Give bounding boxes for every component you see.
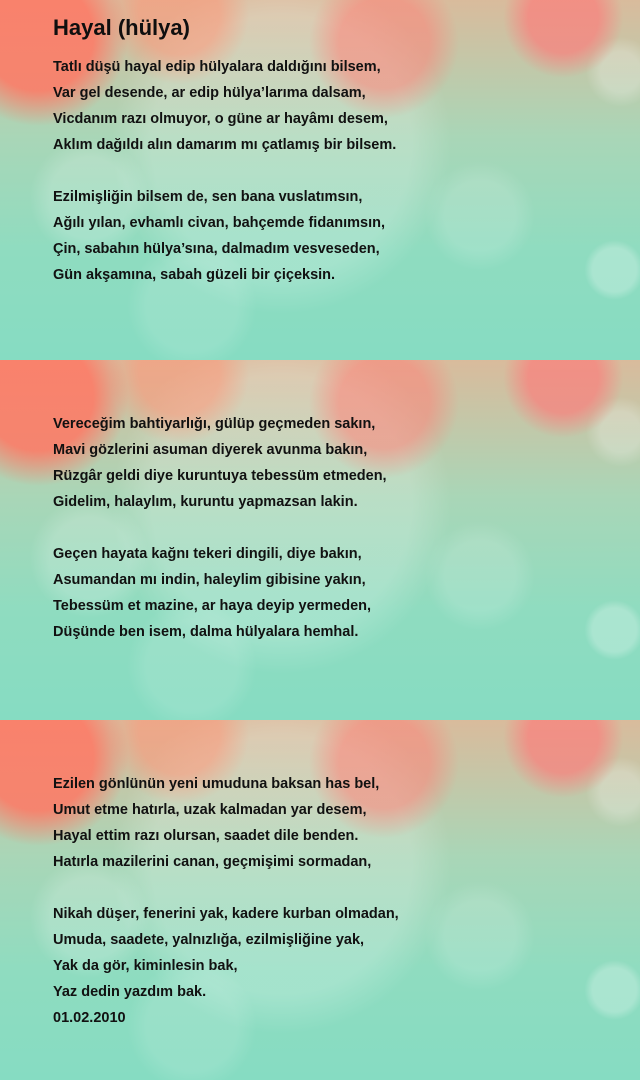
poem-line: 01.02.2010 [53, 1010, 126, 1026]
poem-line: Ağılı yılan, evhamlı civan, bahçemde fidanımsın, [53, 215, 385, 231]
poem-stanza [53, 901, 620, 1031]
poem-panel-3 [0, 720, 640, 1080]
poem-body [53, 771, 620, 1031]
poem-line: Tatlı düşü hayal edip hülyalara daldığını bilsem, [53, 59, 381, 75]
poem-line: Hatırla mazilerini canan, geçmişimi sormadan, [53, 854, 372, 870]
poem-panel-2 [0, 360, 640, 720]
poem-line: Nikah düşer, fenerini yak, kadere kurban olmadan, [53, 906, 399, 922]
poem-line: Geçen hayata kağnı tekeri dingili, diye bakın, [53, 546, 362, 562]
stanza-gap [53, 515, 620, 541]
poem-stanza [53, 541, 620, 645]
poem-line: Umut etme hatırla, uzak kalmadan yar desem, [53, 802, 367, 818]
poem-body [53, 411, 620, 645]
stanza-gap [53, 158, 620, 184]
poem-body [53, 54, 620, 288]
poem-line: Umuda, saadete, yalnızlığa, ezilmişliğine yak, [53, 932, 365, 948]
poem-line: Yak da gör, kiminlesin bak, [53, 958, 238, 974]
panel-content [53, 720, 620, 1031]
poem-line: Tebessüm et mazine, ar haya deyip yermeden, [53, 598, 372, 614]
poem-stanza [53, 771, 620, 875]
poem-line: Gün akşamına, sabah güzeli bir çiçeksin. [53, 267, 336, 283]
poem-line: Çin, sabahın hülya’sına, dalmadım vesveseden, [53, 241, 380, 257]
poem-line: Ezilmişliğin bilsem de, sen bana vuslatımsın, [53, 189, 363, 205]
poem-line: Düşünde ben isem, dalma hülyalara hemhal. [53, 624, 359, 640]
poem-line: Hayal ettim razı olursan, saadet dile benden. [53, 828, 359, 844]
stanza-gap [53, 875, 620, 901]
poem-line: Asumandan mı indin, haleylim gibisine yakın, [53, 572, 366, 588]
poem-line: Aklım dağıldı alın damarım mı çatlamış bir bilsem. [53, 137, 397, 153]
poem-line: Var gel desende, ar edip hülya’larıma dalsam, [53, 85, 366, 101]
poem-line: Mavi gözlerini asuman diyerek avunma bakın, [53, 442, 368, 458]
poem-line: Vicdanım razı olmuyor, o güne ar hayâmı desem, [53, 111, 388, 127]
poem-stanza [53, 411, 620, 515]
panel-content [53, 0, 620, 288]
poem-line: Yaz dedin yazdım bak. [53, 984, 207, 1000]
poem-line: Ezilen gönlünün yeni umuduna baksan has bel, [53, 776, 380, 792]
poem-line: Vereceğim bahtiyarlığı, gülüp geçmeden sakın, [53, 416, 376, 432]
poem-title: Hayal (hülya) [53, 15, 190, 40]
poem-panel-1 [0, 0, 640, 360]
poem-stanza [53, 54, 620, 158]
poem-stanza [53, 184, 620, 288]
panel-content [53, 360, 620, 645]
poem-line: Rüzgâr geldi diye kuruntuya tebessüm etmeden, [53, 468, 387, 484]
poem-line: Gidelim, halaylım, kuruntu yapmazsan lakin. [53, 494, 358, 510]
